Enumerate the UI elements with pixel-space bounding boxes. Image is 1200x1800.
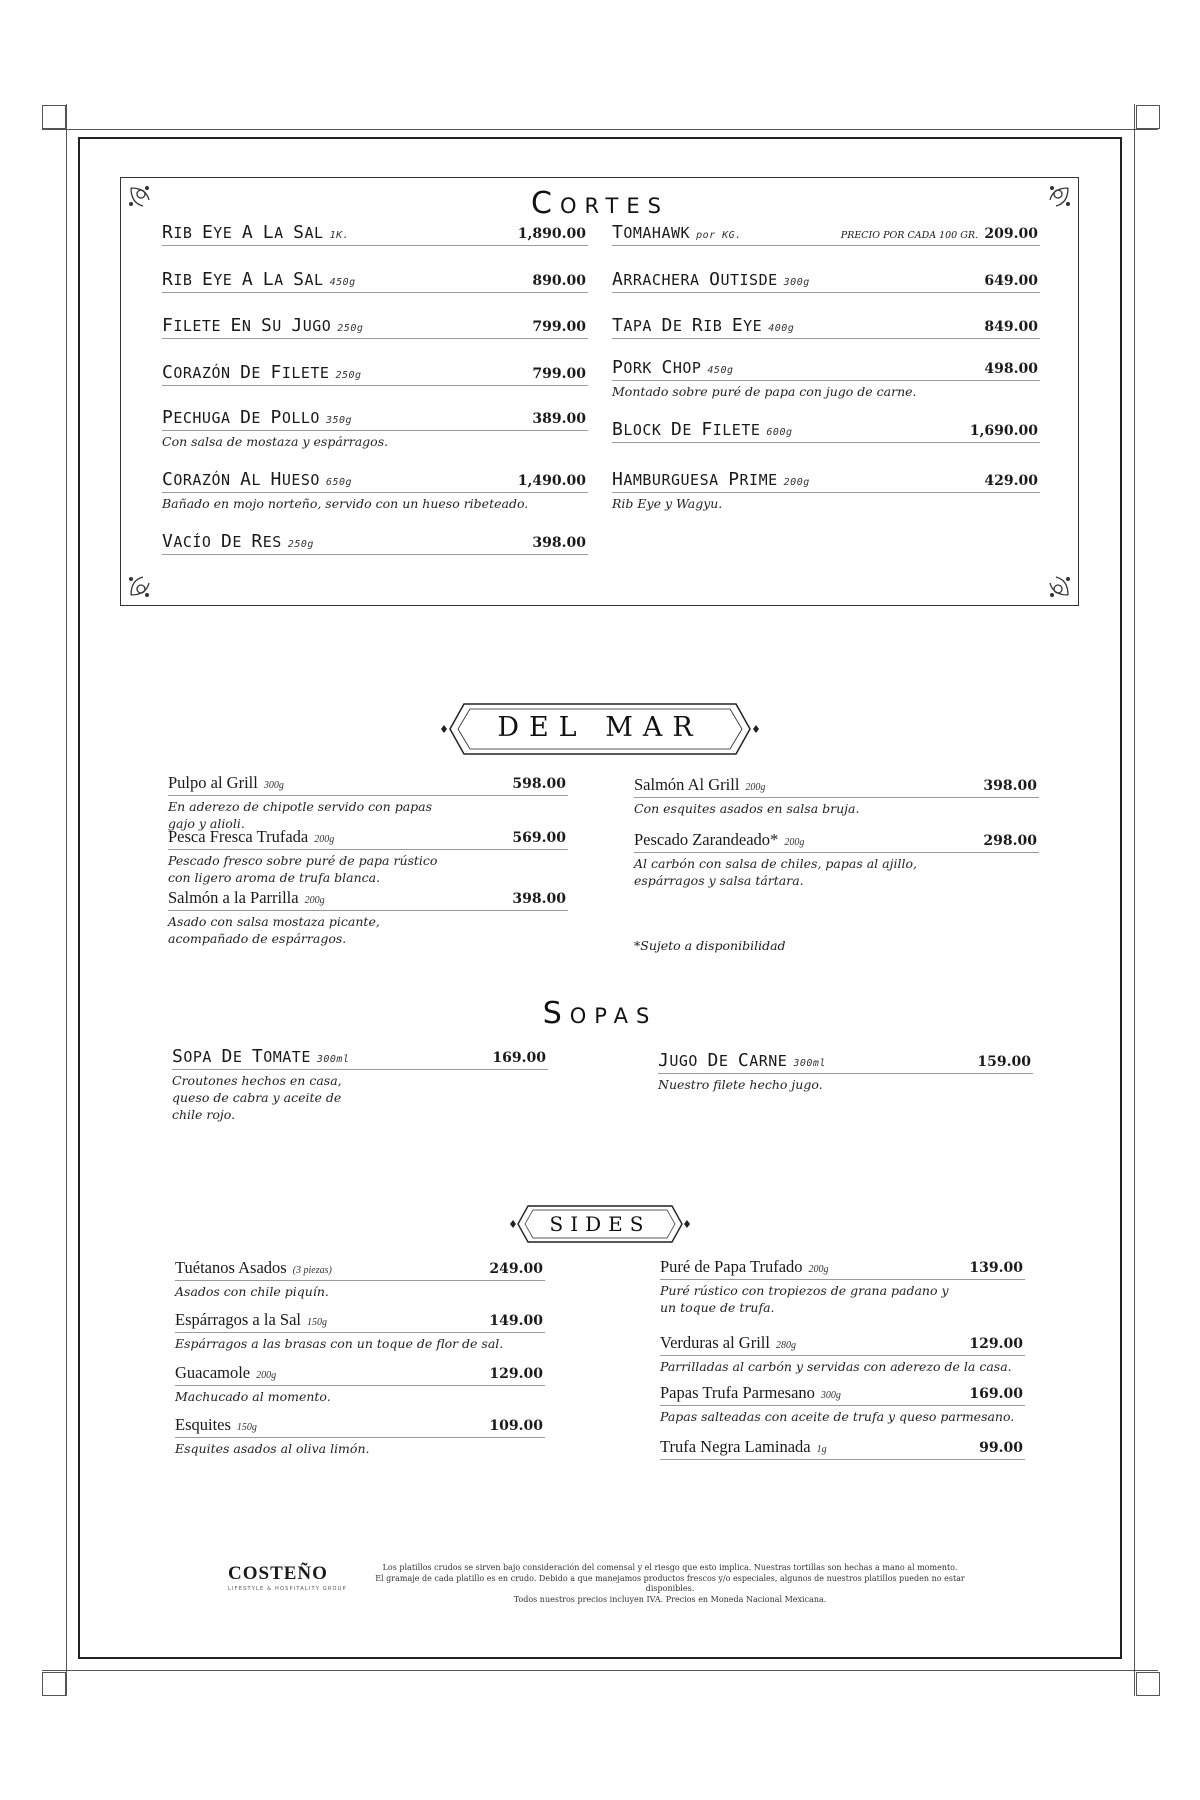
crop-line-top: [42, 129, 1158, 130]
menu-item-portion: 280g: [775, 1340, 796, 1351]
menu-item-name-text: VACÍO DE RES: [162, 531, 282, 552]
menu-item-price: 389.00: [532, 411, 586, 427]
menu-item: [612, 418, 1040, 443]
menu-item-portion: 300ml: [793, 1058, 826, 1069]
menu-item-name-text: Verduras al Grill: [660, 1333, 770, 1352]
menu-item-name-text: JUGO DE CARNE: [658, 1050, 788, 1071]
menu-item-name: [162, 315, 363, 336]
menu-item-price: 598.00: [512, 776, 566, 792]
menu-item: [162, 221, 588, 246]
menu-item-portion: 150g: [236, 1422, 257, 1433]
menu-item-price: 569.00: [512, 830, 566, 846]
menu-item-row: [612, 221, 1040, 246]
menu-item-description: Papas salteadas con aceite de trufa y queso parmesano.: [660, 1409, 1015, 1424]
menu-item-name: [175, 1258, 332, 1278]
ornament-br-icon: [1032, 559, 1072, 599]
menu-item-name: [660, 1257, 829, 1277]
menu-item-description: Croutones hechos en casa, queso de cabra y aceite de chile rojo.: [172, 1073, 342, 1122]
menu-item: [612, 268, 1040, 293]
del-mar-title: DEL MAR: [497, 712, 703, 743]
menu-item-name: [658, 1050, 826, 1071]
menu-item-name: [162, 407, 352, 428]
menu-item-price: 1,690.00: [969, 423, 1038, 439]
menu-item: [660, 1435, 1025, 1460]
menu-item: [162, 314, 588, 339]
cortes-title: Cortes: [531, 186, 669, 221]
menu-item-row: [162, 361, 588, 386]
menu-item-price: 398.00: [512, 891, 566, 907]
menu-item: [612, 468, 1040, 512]
menu-item-portion: 250g: [287, 539, 314, 550]
menu-item-name-text: Pesca Fresca Trufada: [168, 827, 309, 846]
menu-item-portion: 450g: [707, 365, 734, 376]
menu-item-price: 129.00: [969, 1336, 1023, 1352]
menu-item-name-text: RIB EYE A LA SAL: [162, 269, 324, 290]
menu-item-name-text: Pescado Zarandeado*: [634, 830, 779, 849]
menu-item: [634, 773, 1039, 817]
menu-item-price: 249.00: [489, 1261, 543, 1277]
menu-item-portion: 200g: [256, 1370, 277, 1381]
menu-item-price: 209.00: [984, 226, 1038, 242]
menu-item-name: [634, 775, 765, 795]
ornament-bl-icon: [127, 559, 167, 599]
sides-title: SIDES: [549, 1212, 651, 1236]
menu-item-name: [660, 1437, 827, 1457]
menu-item-name-text: Papas Trufa Parmesano: [660, 1383, 815, 1402]
costeno-logo-subtitle: LIFESTYLE & HOSPITALITY GROUP: [228, 1586, 347, 1592]
menu-item: [612, 221, 1040, 246]
menu-item-name-text: SOPA DE TOMATE: [172, 1046, 311, 1067]
menu-item-portion: 600g: [766, 427, 793, 438]
menu-item-row: [162, 530, 588, 555]
menu-item-description: Al carbón con salsa de chiles, papas al ajillo, espárragos y salsa tártara.: [634, 856, 917, 888]
menu-item-description: En aderezo de chipotle servido con papas gajo y alioli.: [168, 799, 433, 831]
menu-item-portion: 150g: [307, 1317, 327, 1328]
menu-item-name-text: Trufa Negra Laminada: [660, 1437, 811, 1456]
menu-item-name-text: BLOCK DE FILETE: [612, 419, 761, 440]
menu-item-row: [168, 825, 568, 850]
menu-item-name: [612, 419, 793, 440]
corner-square-br: [1136, 1672, 1160, 1696]
menu-item-portion: 300g: [263, 780, 284, 791]
menu-item-price: 298.00: [983, 833, 1037, 849]
menu-item-price-note: PRECIO POR CADA 100 GR.: [840, 230, 978, 241]
menu-item-row: [175, 1308, 545, 1333]
menu-item: [162, 268, 588, 293]
menu-item-portion: 1K.: [329, 230, 350, 241]
footer-line-3: Todos nuestros precios incluyen IVA. Precios en Moneda Nacional Mexicana.: [513, 1594, 827, 1604]
menu-item-row: [162, 468, 588, 493]
menu-item-description: Puré rústico con tropiezos de grana padano y un toque de trufa.: [660, 1283, 949, 1315]
menu-item-row: [660, 1331, 1025, 1356]
menu-item-description: Nuestro filete hecho jugo.: [658, 1077, 823, 1092]
menu-item-portion: 1g: [816, 1444, 827, 1455]
menu-item: [660, 1381, 1025, 1425]
menu-item-name-text: CORAZÓN AL HUESO: [162, 469, 320, 490]
menu-item-portion: 200g: [784, 837, 805, 848]
menu-item: [172, 1045, 548, 1123]
menu-item-portion: 200g: [314, 834, 335, 845]
menu-item-name: [168, 827, 334, 847]
menu-item-price: 890.00: [532, 273, 586, 289]
menu-item: [168, 771, 568, 832]
menu-item-row: [162, 314, 588, 339]
menu-item-price: 129.00: [489, 1366, 543, 1382]
menu-item-description: Esquites asados al oliva limón.: [175, 1441, 370, 1456]
menu-item: [660, 1255, 1025, 1316]
menu-item: [168, 825, 568, 886]
menu-item-price: 849.00: [984, 319, 1038, 335]
menu-item-row: [162, 221, 588, 246]
availability-note: *Sujeto a disponibilidad: [634, 938, 786, 953]
menu-item-portion: 200g: [808, 1264, 829, 1275]
menu-item-price: 498.00: [984, 361, 1038, 377]
menu-item-portion: 250g: [335, 370, 362, 381]
corner-square-bl: [42, 1672, 66, 1696]
menu-item-row: [612, 468, 1040, 493]
menu-item-row: [175, 1256, 545, 1281]
menu-item-description: Espárragos a las brasas con un toque de flor de sal.: [175, 1336, 504, 1351]
menu-item-portion: 350g: [325, 415, 353, 426]
menu-item-portion: por KG.: [696, 230, 742, 241]
crop-line-left: [66, 104, 67, 1696]
menu-item: [175, 1308, 545, 1352]
menu-item-row: [658, 1049, 1033, 1074]
menu-item: [658, 1049, 1033, 1093]
menu-item-row: [634, 828, 1039, 853]
crop-line-right: [1134, 104, 1135, 1696]
menu-item: [634, 828, 1039, 889]
menu-item-portion: 300ml: [316, 1054, 350, 1065]
menu-item-name-text: Pulpo al Grill: [168, 773, 258, 792]
menu-item-row: [660, 1435, 1025, 1460]
menu-item-price: 169.00: [969, 1386, 1023, 1402]
ornament-tr-icon: [1032, 184, 1072, 224]
sopas-title: Sopas: [542, 996, 658, 1031]
menu-item-portion: 200g: [304, 895, 325, 906]
menu-item-price: 99.00: [979, 1440, 1023, 1456]
menu-item-price: 1,890.00: [517, 226, 586, 242]
menu-item: [162, 406, 588, 450]
menu-item-portion: 400g: [768, 323, 795, 334]
menu-item-name: [175, 1310, 327, 1330]
menu-item-description: Asado con salsa mostaza picante, acompañado de espárragos.: [168, 914, 380, 946]
menu-item-name-text: Esquites: [175, 1415, 231, 1434]
menu-item-row: [168, 771, 568, 796]
menu-item: [175, 1361, 545, 1405]
menu-item-name-text: PORK CHOP: [612, 357, 702, 378]
menu-item-name: [612, 269, 810, 290]
menu-item-name: [168, 773, 284, 793]
menu-item-portion: 250g: [337, 323, 364, 334]
menu-item-portion: 200g: [745, 782, 766, 793]
menu-item-name-text: ARRACHERA OUTISDE: [612, 269, 778, 290]
crop-line-bottom: [42, 1670, 1158, 1671]
menu-item-row: [612, 314, 1040, 339]
menu-item-name: [162, 269, 356, 290]
menu-item-description: Parrilladas al carbón y servidas con aderezo de la casa.: [660, 1359, 1012, 1374]
menu-item-name: [660, 1383, 841, 1403]
menu-item-description: Con esquites asados en salsa bruja.: [634, 801, 860, 816]
menu-item: [162, 468, 588, 512]
corner-square-tr: [1136, 105, 1160, 129]
menu-item-name: [634, 830, 804, 850]
menu-item: [612, 314, 1040, 339]
menu-item: [660, 1331, 1025, 1375]
menu-item-price: 159.00: [977, 1054, 1031, 1070]
menu-item-name-text: Salmón Al Grill: [634, 775, 740, 794]
menu-item-price: 799.00: [532, 319, 586, 335]
menu-item-name: [162, 531, 314, 552]
menu-item-name: [175, 1363, 276, 1383]
menu-item-price: 149.00: [489, 1313, 543, 1329]
menu-item-name: [660, 1333, 796, 1353]
footer-line-1: Los platillos crudos se sirven bajo consideración del comensal y el riesgo que esto implica. Nuestras tortillas son hechas a mano al momento.: [382, 1563, 958, 1572]
menu-item-row: [612, 418, 1040, 443]
menu-item-portion: (3 piezas): [292, 1265, 332, 1276]
costeno-logo: COSTEÑO: [228, 1563, 328, 1584]
menu-item: [612, 356, 1040, 400]
menu-item-name-text: Tuétanos Asados: [175, 1258, 287, 1277]
menu-item-description: Machucado al momento.: [175, 1389, 331, 1404]
menu-item-row: [660, 1255, 1025, 1280]
footer-line-2: El gramaje de cada platillo es en crudo. Debido a que manejamos productos frescos y/o especiales, algunos de nuestros platillos pueden no estar disponibles.: [375, 1573, 965, 1593]
menu-item-description: Bañado en mojo norteño, servido con un hueso ribeteado.: [162, 496, 529, 511]
menu-item-row: [162, 406, 588, 431]
menu-item-description: Asados con chile piquín.: [175, 1284, 329, 1299]
menu-item-portion: 650g: [325, 477, 353, 488]
menu-item-price: 649.00: [984, 273, 1038, 289]
menu-item-price: 139.00: [969, 1260, 1023, 1276]
corner-square-tl: [42, 105, 66, 129]
menu-item-portion: 300g: [783, 277, 810, 288]
menu-item: [162, 361, 588, 386]
menu-item-row: [175, 1413, 545, 1438]
menu-item-row: [634, 773, 1039, 798]
menu-item-price: 429.00: [984, 473, 1038, 489]
menu-item-name: [612, 357, 734, 378]
menu-item-price: 398.00: [983, 778, 1037, 794]
menu-item-price: 398.00: [532, 535, 586, 551]
menu-item-name-text: HAMBURGUESA PRIME: [612, 469, 778, 490]
menu-item-name: [172, 1046, 349, 1067]
menu-item-portion: 200g: [783, 477, 810, 488]
ornament-tl-icon: [127, 184, 167, 224]
menu-item-row: [175, 1361, 545, 1386]
menu-item-portion: 300g: [820, 1390, 841, 1401]
menu-item-row: [172, 1045, 548, 1070]
footer-disclaimer: [360, 1563, 980, 1605]
menu-item-name: [175, 1415, 257, 1435]
menu-item-name-text: Guacamole: [175, 1363, 251, 1382]
menu-item-name-text: TAPA DE RIB EYE: [612, 315, 763, 336]
menu-item: [175, 1256, 545, 1300]
menu-item-description: Rib Eye y Wagyu.: [612, 496, 723, 511]
menu-item-price: 109.00: [489, 1418, 543, 1434]
menu-item-name-text: Salmón a la Parrilla: [168, 888, 299, 907]
menu-item-name: [168, 888, 325, 908]
menu-item-name: [162, 362, 362, 383]
menu-item-name-text: RIB EYE A LA SAL: [162, 222, 324, 243]
menu-item-name-text: Espárragos a la Sal: [175, 1310, 301, 1329]
menu-item-name-text: CORAZÓN DE FILETE: [162, 362, 330, 383]
menu-item-row: [660, 1381, 1025, 1406]
menu-item-name-text: TOMAHAWK: [612, 222, 691, 243]
menu-item: [162, 530, 588, 555]
menu-item-name: [162, 222, 349, 243]
menu-item: [175, 1413, 545, 1457]
menu-item: [168, 886, 568, 947]
menu-item-row: [612, 268, 1040, 293]
menu-item-description: Con salsa de mostaza y espárragos.: [162, 434, 389, 449]
menu-item-portion: 450g: [329, 277, 356, 288]
menu-item-row: [168, 886, 568, 911]
menu-item-name: [612, 315, 794, 336]
menu-item-price: 169.00: [492, 1050, 546, 1066]
menu-item-name: [162, 469, 352, 490]
menu-item-name: [612, 469, 810, 490]
menu-item-price: 1,490.00: [517, 473, 586, 489]
menu-item-row: [162, 268, 588, 293]
menu-item-name-text: PECHUGA DE POLLO: [162, 407, 320, 428]
menu-item-description: Montado sobre puré de papa con jugo de carne.: [612, 384, 917, 399]
menu-item-name: [612, 222, 742, 243]
menu-item-description: Pescado fresco sobre puré de papa rústico con ligero aroma de trufa blanca.: [168, 853, 438, 885]
menu-item-name-text: Puré de Papa Trufado: [660, 1257, 803, 1276]
menu-item-name-text: FILETE EN SU JUGO: [162, 315, 332, 336]
menu-item-row: [612, 356, 1040, 381]
menu-item-price: 799.00: [532, 366, 586, 382]
